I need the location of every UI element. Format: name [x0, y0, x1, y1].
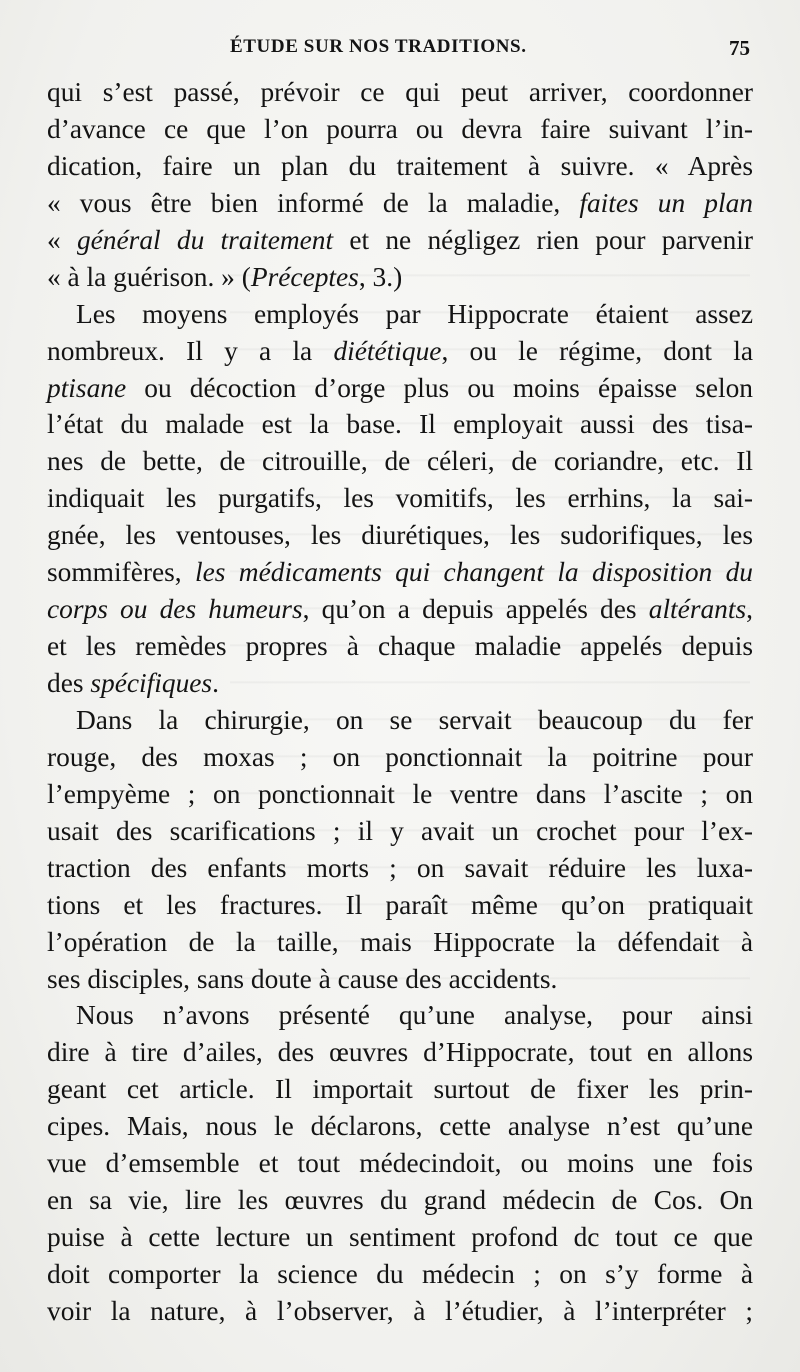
text-segment: , 3.) [358, 261, 403, 292]
text-segment: , ou le régime, dont la [441, 335, 753, 366]
text-line [47, 1034, 753, 1071]
text-line [47, 111, 753, 148]
page-number: 75 [729, 36, 750, 60]
italic-text-segment: diététique [333, 335, 442, 366]
text-segment: indiquait les purgatifs, les vomitifs, les errhins, la sai- [47, 483, 753, 514]
text-line [47, 148, 753, 185]
text-line [47, 554, 753, 591]
text-line [47, 443, 753, 480]
text-line [47, 1293, 753, 1330]
text-segment: dire à tire d’ailes, des œuvres d’Hippocrate, tout en allons [47, 1037, 753, 1068]
text-segment: sommifères, [47, 557, 196, 588]
text-line [47, 333, 753, 370]
text-segment: vue d’emsemble et tout médecindoit, ou moins une fois [47, 1148, 753, 1179]
italic-text-segment: les médicaments qui changent la disposition du [195, 557, 753, 588]
text-segment: doit comporter la science du médecin ; on s’y forme à [47, 1259, 753, 1289]
text-line [47, 1219, 753, 1256]
text-segment: l’empyème ; on ponctionnait le ventre dans l’ascite ; on [47, 778, 753, 809]
text-segment: puise à cette lecture un sentiment profond dc tout ce que [47, 1222, 753, 1253]
text-segment: ou décoction d’orge plus ou moins épaisse selon [126, 372, 753, 403]
running-header [47, 36, 750, 66]
text-line [47, 702, 753, 739]
text-segment: et ne négligez rien pour parvenir [333, 224, 754, 255]
text-segment: Nous n’avons présenté qu’une analyse, pour ainsi [76, 1000, 753, 1031]
text-segment: usait des scarifications ; il y avait un crochet pour l’ex- [47, 815, 753, 846]
text-segment: tions et les fractures. Il paraît même qu’on pratiquait [47, 889, 753, 920]
text-line [47, 1145, 753, 1182]
text-line [47, 370, 753, 407]
text-line [47, 406, 753, 443]
text-segment: « vous être bien informé de la maladie, [47, 187, 580, 218]
text-line [47, 591, 753, 628]
text-line [47, 850, 753, 887]
text-line [47, 480, 753, 517]
text-segment: et les remèdes propres à chaque maladie appelés depuis [47, 631, 753, 662]
text-line [47, 222, 753, 259]
text-segment: des [47, 668, 91, 698]
text-segment: qui s’est passé, prévoir ce qui peut arriver, coordonner [47, 77, 753, 107]
text-segment: l’opération de la taille, mais Hippocrate la défendait à [47, 926, 753, 957]
text-segment: geant cet article. Il importait surtout de fixer les prin- [47, 1074, 753, 1105]
text-segment: l’état du malade est la base. Il employait aussi des tisa- [47, 409, 753, 440]
text-segment: gnée, les ventouses, les diurétiques, les sudorifiques, les [47, 520, 753, 551]
text-line [47, 776, 753, 813]
body-text [47, 74, 753, 1330]
text-segment: traction des enfants morts ; on savait réduire les luxa- [47, 852, 753, 883]
text-segment: Dans la chirurgie, on se servait beaucoup du fer [76, 704, 753, 735]
italic-text-segment: ptisane [47, 372, 127, 403]
text-line [47, 665, 753, 702]
text-line [47, 1256, 753, 1293]
text-line [47, 1071, 753, 1108]
text-segment: ses disciples, sans doute à cause des accidents. [47, 963, 558, 994]
text-segment: « [47, 224, 77, 255]
text-line [47, 813, 753, 850]
italic-text-segment: Préceptes [250, 261, 359, 292]
text-line [47, 628, 753, 665]
text-segment: d’avance ce que l’on pourra ou devra faire suivant l’in- [47, 113, 753, 144]
text-line [47, 74, 753, 111]
text-segment: « à la guérison. » ( [47, 261, 251, 292]
text-segment: nes de bette, de citrouille, de céleri, de coriandre, etc. Il [47, 446, 753, 477]
running-title: ÉTUDE SUR NOS TRADITIONS. [230, 36, 527, 57]
text-line [47, 185, 753, 222]
text-segment: , qu’on a depuis appelés des [302, 594, 649, 625]
text-segment: rouge, des moxas ; on ponctionnait la poitrine pour [47, 741, 753, 772]
text-line [47, 997, 753, 1034]
italic-text-segment: corps ou des humeurs [47, 594, 303, 625]
text-line [47, 259, 753, 296]
text-segment: . [212, 668, 219, 698]
text-line [47, 739, 753, 776]
text-line [47, 961, 753, 998]
text-line [47, 296, 753, 333]
text-line [47, 924, 753, 961]
italic-text-segment: faites un plan [579, 187, 753, 218]
italic-text-segment: général du traitement [76, 224, 334, 255]
text-segment: en sa vie, lire les œuvres du grand médecin de Cos. On [47, 1185, 753, 1216]
text-line [47, 1182, 753, 1219]
text-line [47, 517, 753, 554]
text-line [47, 1108, 753, 1145]
text-line [47, 887, 753, 924]
italic-text-segment: spécifiques [90, 668, 213, 698]
text-segment: Les moyens employés par Hippocrate étaient assez [76, 298, 753, 329]
text-segment: cipes. Mais, nous le déclarons, cette analyse n’est qu’une [47, 1111, 753, 1142]
text-segment: , [746, 594, 754, 625]
text-segment: voir la nature, à l’observer, à l’étudier, à l’interpréter ; [47, 1295, 753, 1326]
italic-text-segment: altérants [648, 594, 747, 625]
text-segment: dication, faire un plan du traitement à suivre. « Après [47, 150, 753, 181]
text-segment: nombreux. Il y a la [47, 335, 334, 366]
